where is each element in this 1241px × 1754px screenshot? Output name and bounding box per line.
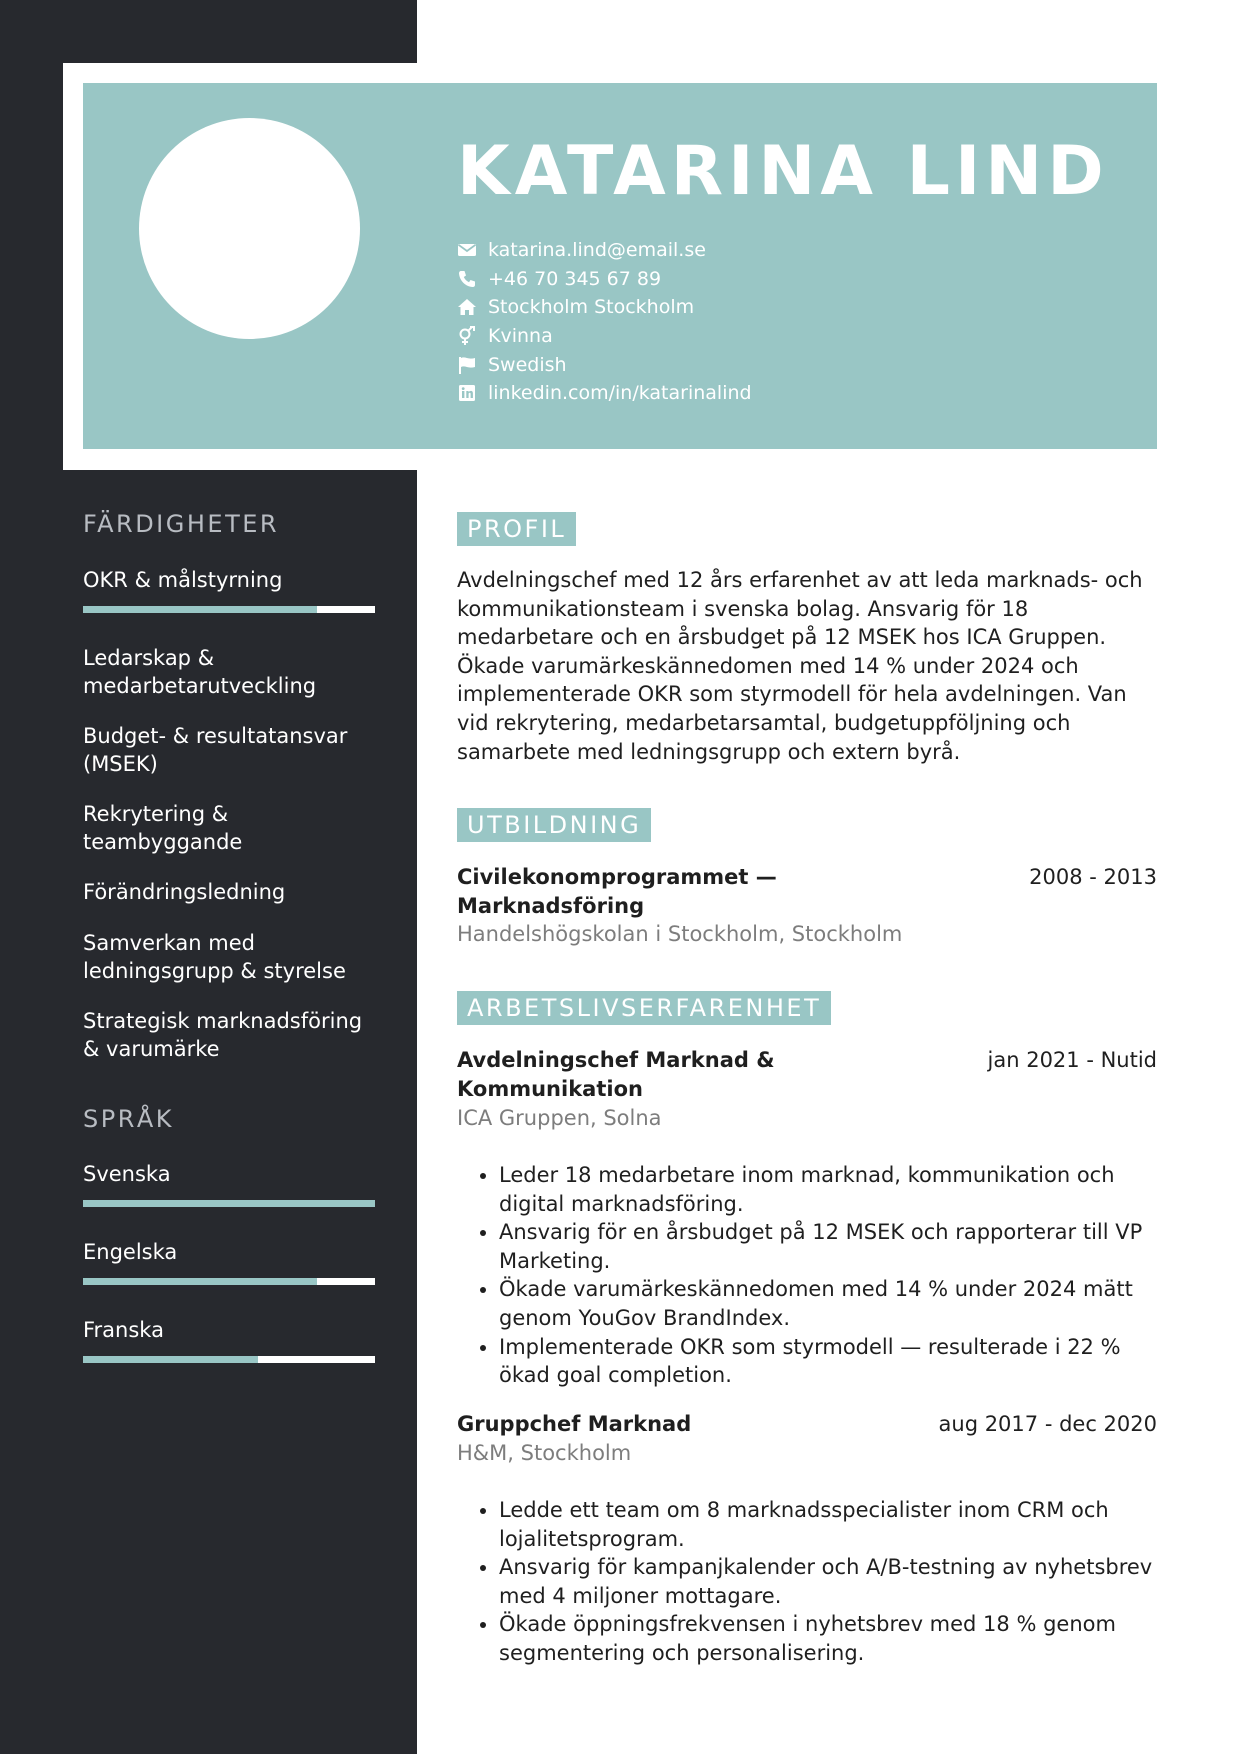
contact-gender-text: Kvinna — [488, 325, 553, 348]
job-bullet: • Ledde ett team om 8 marknadsspecialister inom CRM och lojalitetsprogram. — [499, 1496, 1157, 1553]
job-title: Avdelningschef Marknad & Kommunikation — [457, 1048, 775, 1101]
skill-item: OKR & målstyrning — [83, 568, 283, 592]
job-bullet-list — [457, 1161, 1157, 1390]
contact-list — [457, 236, 752, 408]
gender-icon — [457, 326, 477, 346]
contact-address-text: Stockholm Stockholm — [488, 296, 695, 319]
contact-address — [457, 293, 752, 322]
skill-level-bar — [83, 606, 375, 613]
phone-icon — [457, 269, 477, 289]
skill-item: Ledarskap & medarbetarutveckling — [83, 646, 317, 698]
skill-level-fill — [83, 606, 317, 613]
job-bullet: • Ökade varumärkeskännedomen med 14 % under 2024 mätt genom YouGov BrandIndex. — [499, 1275, 1157, 1332]
education-dates: 2008 - 2013 — [1029, 865, 1157, 889]
job-bullet: • Ökade öppningsfrekvensen i nyhetsbrev med 18 % genom segmentering och personalisering. — [499, 1610, 1157, 1667]
education-title: Civilekonomprogrammet — Marknadsföring — [457, 865, 777, 918]
contact-nationality — [457, 350, 752, 379]
experience-heading: ARBETSLIVSERFARENHET — [457, 991, 831, 1025]
job-bullet: • Leder 18 medarbetare inom marknad, kommunikation och digital marknadsföring. — [499, 1161, 1157, 1218]
job-company: ICA Gruppen, Solna — [457, 1106, 662, 1130]
contact-email-text: katarina.lind@email.se — [488, 239, 706, 262]
flag-icon — [457, 355, 477, 375]
job-dates: jan 2021 - Nutid — [987, 1048, 1157, 1072]
skill-item: Samverkan med ledningsgrupp & styrelse — [83, 931, 346, 983]
language-item: Svenska — [83, 1162, 171, 1186]
education-heading: UTBILDNING — [457, 808, 651, 842]
language-level-bar — [83, 1356, 375, 1363]
language-level-bar — [83, 1200, 375, 1207]
language-level-fill — [83, 1278, 317, 1285]
language-level-fill — [83, 1200, 375, 1207]
job-company: H&M, Stockholm — [457, 1441, 632, 1465]
skill-item: Rekrytering & teambyggande — [83, 802, 243, 854]
job-bullet-list — [457, 1496, 1157, 1668]
language-level-bar — [83, 1278, 375, 1285]
home-icon — [457, 297, 477, 317]
contact-linkedin-text: linkedin.com/in/katarinalind — [488, 382, 752, 405]
skill-item: Förändringsledning — [83, 880, 286, 904]
education-school: Handelshögskolan i Stockholm, Stockholm — [457, 922, 903, 946]
skill-item: Budget- & resultatansvar (MSEK) — [83, 724, 348, 776]
contact-phone-text: +46 70 345 67 89 — [488, 267, 662, 290]
skill-item: Strategisk marknadsföring & varumärke — [83, 1009, 363, 1061]
job-dates: aug 2017 - dec 2020 — [938, 1412, 1157, 1436]
job-bullet: • Implementerade OKR som styrmodell — resulterade i 22 % ökad goal completion. — [499, 1333, 1157, 1390]
language-level-fill — [83, 1356, 258, 1363]
contact-email[interactable] — [457, 236, 752, 265]
language-item: Franska — [83, 1318, 164, 1342]
profile-photo-placeholder — [139, 118, 360, 339]
envelope-icon — [457, 240, 477, 260]
job-bullet: • Ansvarig för kampanjkalender och A/B-testning av nyhetsbrev med 4 miljoner mottagare. — [499, 1553, 1157, 1610]
profile-heading: PROFIL — [457, 512, 576, 546]
profile-text: Avdelningschef med 12 års erfarenhet av att leda marknads- och kommunikationsteam i svenska bolag. Ansvarig för 18 medarbetare och en årsbudget på 12 MSEK hos ICA Gruppen. Ökade varumärkeskännedomen med 14 % under 2024 och implementerade OKR som styrmodell för hela avdelningen. Van vid rekrytering, medarbetarsamtal, budgetuppföljning och samarbete med ledningsgrupp och extern byrå. — [457, 568, 1143, 764]
linkedin-icon — [457, 383, 477, 403]
contact-nationality-text: Swedish — [488, 353, 567, 376]
job-bullet: • Ansvarig för en årsbudget på 12 MSEK och rapporterar till VP Marketing. — [499, 1218, 1157, 1275]
language-item: Engelska — [83, 1240, 178, 1264]
job-title: Gruppchef Marknad — [457, 1412, 692, 1436]
skills-heading: FÄRDIGHETER — [83, 510, 280, 538]
contact-linkedin[interactable] — [457, 379, 752, 408]
contact-phone[interactable] — [457, 265, 752, 294]
contact-gender — [457, 322, 752, 351]
candidate-name: KATARINA LIND — [457, 132, 1109, 211]
languages-heading: SPRÅK — [83, 1105, 175, 1133]
